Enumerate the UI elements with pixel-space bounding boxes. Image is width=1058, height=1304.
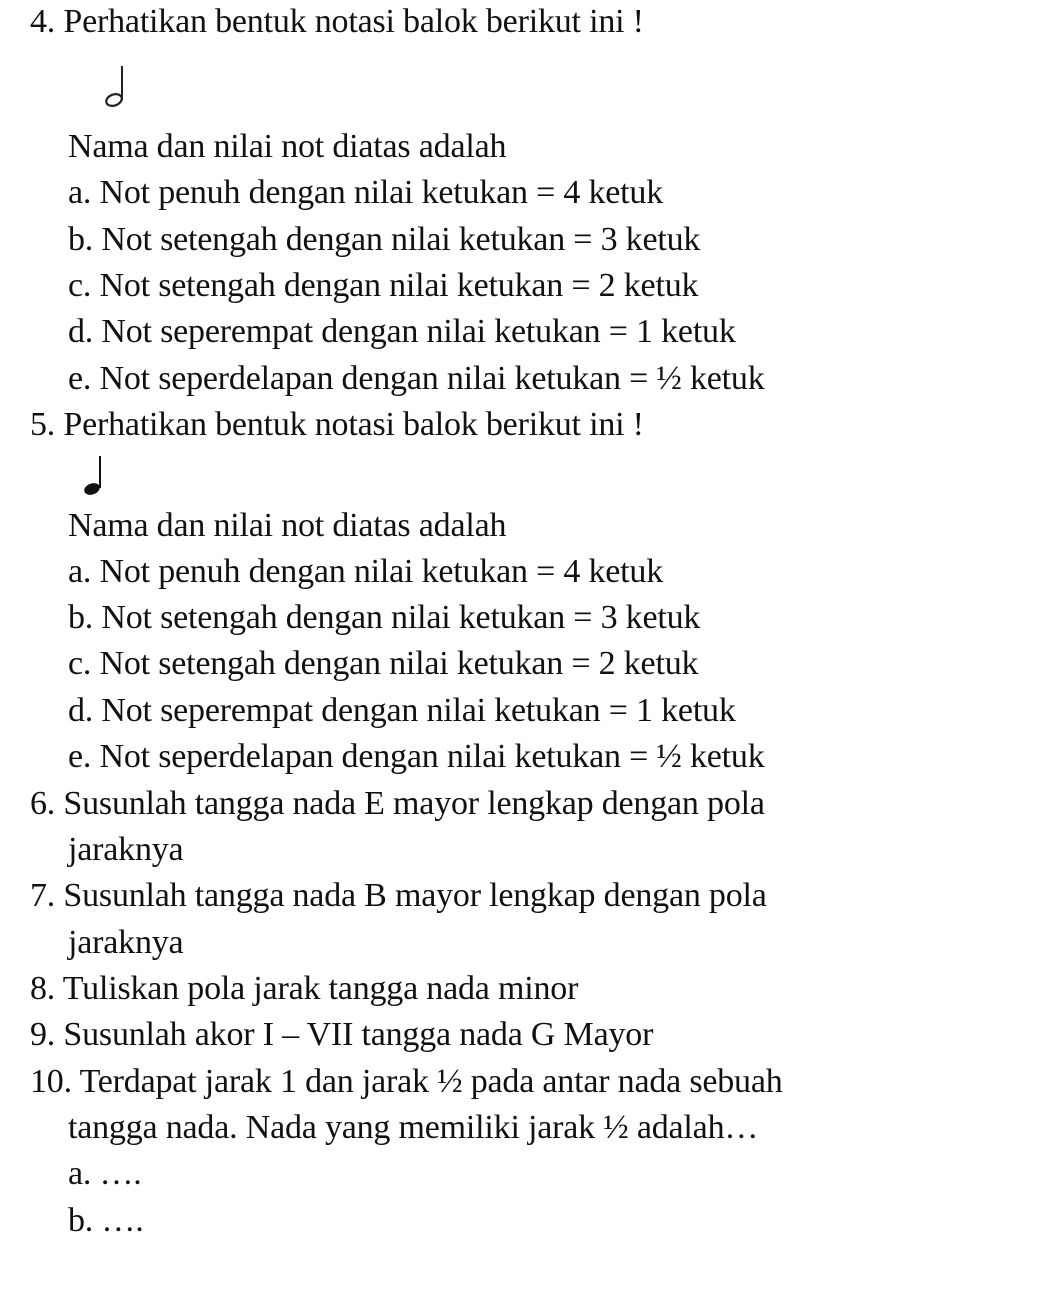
question-6-text: 6. Susunlah tangga nada E mayor lengkap dengan pola — [30, 785, 765, 822]
question-5-text: 5. Perhatikan bentuk notasi balok berikut ini ! — [30, 406, 644, 443]
question-5-option-c: c. Not setengah dengan nilai ketukan = 2 ketuk — [68, 645, 699, 682]
question-4-option-e: e. Not seperdelapan dengan nilai ketukan = ½ ketuk — [68, 360, 765, 397]
question-4-option-b: b. Not setengah dengan nilai ketukan = 3 ketuk — [68, 221, 701, 258]
question-8-text: 8. Tuliskan pola jarak tangga nada minor — [30, 970, 579, 1007]
question-4-prompt: Nama dan nilai not diatas adalah — [68, 128, 507, 165]
question-5-option-e: e. Not seperdelapan dengan nilai ketukan = ½ ketuk — [68, 738, 765, 775]
question-5-prompt: Nama dan nilai not diatas adalah — [68, 507, 507, 544]
quarter-note-icon — [78, 452, 118, 502]
question-6-text-cont: jaraknya — [68, 831, 184, 868]
question-5-option-b: b. Not setengah dengan nilai ketukan = 3 ketuk — [68, 599, 701, 636]
question-10-text: 10. Terdapat jarak 1 dan jarak ½ pada antar nada sebuah — [30, 1063, 783, 1100]
question-5-option-a: a. Not penuh dengan nilai ketukan = 4 ketuk — [68, 553, 664, 590]
question-10-answer-b: b. …. — [68, 1202, 144, 1239]
question-10-answer-a: a. …. — [68, 1155, 142, 1192]
question-5-option-d: d. Not seperempat dengan nilai ketukan = 1 ketuk — [68, 692, 736, 729]
question-4-option-d: d. Not seperempat dengan nilai ketukan = 1 ketuk — [68, 313, 736, 350]
question-7-text-cont: jaraknya — [68, 924, 184, 961]
question-10-text-cont: tangga nada. Nada yang memiliki jarak ½ adalah… — [68, 1109, 759, 1146]
half-note-icon — [96, 62, 136, 112]
question-4-text: 4. Perhatikan bentuk notasi balok berikut ini ! — [30, 3, 644, 40]
question-7-text: 7. Susunlah tangga nada B mayor lengkap dengan pola — [30, 877, 767, 914]
question-9-text: 9. Susunlah akor I – VII tangga nada G Mayor — [30, 1016, 654, 1053]
question-4-option-a: a. Not penuh dengan nilai ketukan = 4 ketuk — [68, 174, 664, 211]
question-4-option-c: c. Not setengah dengan nilai ketukan = 2 ketuk — [68, 267, 699, 304]
